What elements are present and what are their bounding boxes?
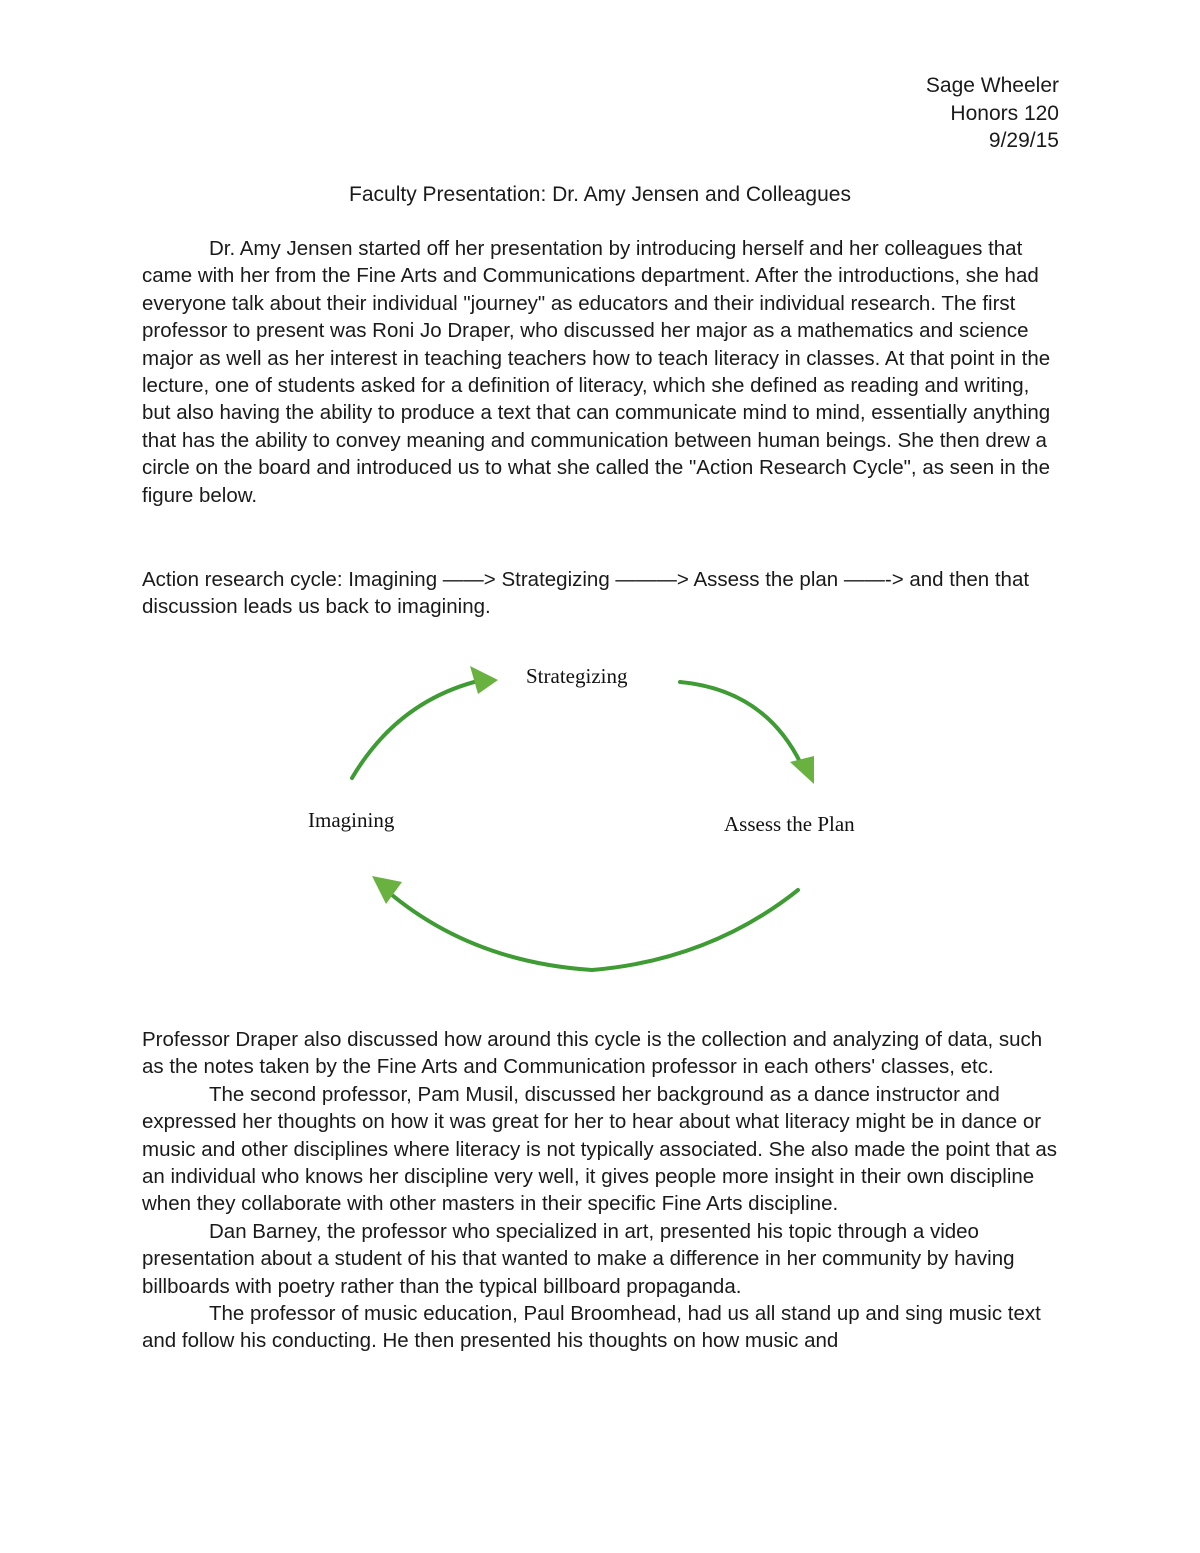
barney-paragraph: Dan Barney, the professor who specialized in art, presented his topic through a video presentation about a student of his that wanted to make a difference in her community by having billboards with poetry rather than the typical billboard propaganda. [142, 1219, 1015, 1298]
draper-paragraph: Professor Draper also discussed how around this cycle is the collection and analyzing of data, such as the notes taken by the Fine Arts and Communication professor in each others' classes, etc. [142, 1028, 1043, 1079]
intro-paragraph: Dr. Amy Jensen started off her presentation by introducing herself and her colleagues that came with her from the Fine Arts and Communications department. After the introductions, she had everyone talk about their individual "journey" as educators and their individual research. The first professor to present was Roni Jo Draper, who discussed her major as a mathematics and science major as well as her interest in teaching teachers how to teach literacy in classes. At that point in the lecture, one of students asked for a definition of literacy, which she defined as reading and writing, but also having the ability to produce a text that can communicate mind to mind, essentially anything that has the ability to convey meaning and communication between human beings. She then drew a circle on the board and introduced us to what she called the "Action Research Cycle", as seen in the figure below. [142, 237, 1051, 507]
course-name: Honors 120 [950, 101, 1059, 125]
cycle-section [142, 566, 1060, 621]
arrowhead-assess [790, 756, 814, 784]
node-label-imagining: Imagining [308, 808, 395, 832]
node-label-assess-the-plan: Assess the Plan [724, 812, 855, 836]
action-research-cycle-diagram [290, 650, 855, 990]
cycle-paragraph: Action research cycle: Imagining ——> Strategizing ———> Assess the plan ——-> and then that discussion leads us back to imagining. [142, 568, 1030, 619]
document-date: 9/29/15 [988, 129, 1059, 152]
musil-paragraph: The second professor, Pam Musil, discussed her background as a dance instructor and expressed her thoughts on how it was great for her to hear about what literacy might be in dance or music and other disciplines where literacy is not typically associated. She also made the point that as an individual who knows her discipline very well, it gives people more insight in their own discipline when they collaborate with other masters in their specific Fine Arts discipline. [142, 1082, 1058, 1216]
arrow-assess-to-imagining [386, 890, 798, 970]
author-name: Sage Wheeler [925, 74, 1059, 97]
arrowhead-strategizing [470, 666, 498, 694]
document-title: Faculty Presentation: Dr. Amy Jensen and Colleagues [349, 183, 851, 206]
intro-section [142, 235, 1060, 509]
node-label-strategizing: Strategizing [526, 664, 628, 688]
arrow-imagining-to-strategizing [352, 680, 482, 778]
arrow-strategizing-to-assess [680, 682, 802, 766]
document-header [926, 72, 1059, 155]
remaining-section [142, 1026, 1060, 1355]
broomhead-paragraph: The professor of music education, Paul Broomhead, had us all stand up and sing music text and follow his conducting. He then presented his thoughts on how music and [142, 1302, 1041, 1353]
